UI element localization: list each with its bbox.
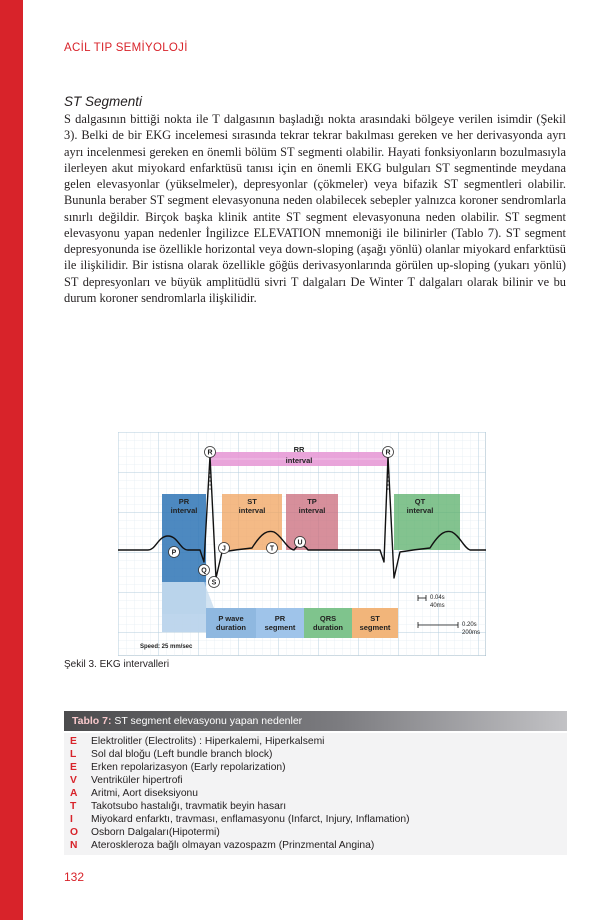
row-letter: E <box>70 762 77 773</box>
pr-segment-label-1: PR <box>274 614 286 623</box>
row-text: Aritmi, Aort diseksiyonu <box>91 788 199 799</box>
row-text: Osborn Dalgaları(Hipotermi) <box>91 827 220 838</box>
wave-j: J <box>222 545 226 553</box>
mnemonic-table <box>64 733 567 855</box>
qt-interval-box <box>394 494 460 550</box>
p-wave-label-1: P wave <box>218 614 244 623</box>
qt-interval-label-1: QT <box>414 497 426 506</box>
st-interval-label-2: interval <box>238 506 266 515</box>
row-letter: O <box>70 827 79 838</box>
page-edge-bar <box>0 0 23 920</box>
scale-big-1: 0.20s <box>462 622 477 628</box>
st-segment-label-2: segment <box>359 623 391 632</box>
table-title: ST segment elevasyonu yapan nedenler <box>114 715 303 727</box>
tp-interval-label-1: TP <box>307 497 317 506</box>
wave-u: U <box>297 539 303 547</box>
row-text: Erken repolarizasyon (Early repolarization) <box>91 762 286 773</box>
running-header: ACİL TIP SEMİYOLOJİ <box>64 42 188 54</box>
table-header <box>64 711 567 731</box>
row-letter: N <box>70 840 78 851</box>
wave-r2: R <box>385 449 391 457</box>
row-letter: E <box>70 736 77 747</box>
row-letter: V <box>70 775 77 786</box>
wave-r1: R <box>207 449 213 457</box>
wave-q: Q <box>201 567 207 575</box>
section-title: ST Segmenti <box>64 94 143 109</box>
row-letter: A <box>70 788 78 799</box>
wave-p: P <box>171 549 177 557</box>
page-number: 132 <box>64 870 85 884</box>
scale-small-1: 0.04s <box>430 595 445 601</box>
pr-interval-label-1: PR <box>178 497 190 506</box>
qt-interval-label-2: interval <box>406 506 434 515</box>
p-wave-label-2: duration <box>216 623 246 632</box>
wave-s: S <box>211 579 217 587</box>
row-text: Miyokard enfarktı, travması, enflamasyonu (Infarct, Injury, Inflamation) <box>91 814 410 825</box>
pr-interval-label-2: interval <box>170 506 198 515</box>
scale-big-2: 200ms <box>462 630 481 636</box>
row-text: Sol dal bloğu (Left bundle branch block) <box>91 749 273 760</box>
row-letter: I <box>70 814 73 825</box>
st-interval-label-1: ST <box>247 497 257 506</box>
qrs-duration-label-1: QRS <box>319 614 337 623</box>
st-segment-label-1: ST <box>370 614 380 623</box>
row-text: Ventriküler hipertrofi <box>91 775 183 786</box>
row-text: Ateroskleroza bağlı olmayan vazospazm (Prinzmental Angina) <box>91 840 375 851</box>
rr-label-1: RR <box>293 445 305 454</box>
table-label: Tablo 7: <box>72 715 112 727</box>
body-paragraph: S dalgasının bittiği nokta ile T dalgasının başladığı nokta arasındaki bölgeye verilen isimdir (Şekil 3). Belki de bir EKG incelemesi sırasında tekrar tekrar bakılması gereken ve her derivasyonda ayrı ayrı incelenmesi gereken en önemli bölüm ST segmenti olabilir. Hayati fonksiyonların bozulmasıyla ilerleyen akut miyokard enfarktüsü tanısı için en önemli EKG bulguları ST segmentinde meydana gelen elevasyonlar (yükselmeler), depresyonlar (çökmeler) veya bifazik ST segmentleri olabilir. Bununla beraber ST segment elevasyonuna neden olabilecek sebepler yalnızca koroner sendromlarla sınırlı değildir. Birçok başka klinik antite ST segment elevasyonuna neden olabilir. ST segment elevasyonu yapan nedenler İngilizce ELEVATION mnemoniği ile bilinirler (Tablo 7). ST segment depresyonunda ise özellikle horizontal veya down-sloping (aşağı yönlü) olanlar miyokard enfarktüsü ile ilişkilidir. Bir istisna olarak özellikle göğüs derivasyonlarında görülen up-sloping (yukarı yönlü) ST depresyonları ve büyük amplitüdlü sivri T dalgaları De Winter T dalgaları olarak bilinir ve bu durum koroner sendromlarla ilişkilidir. <box>64 112 566 305</box>
caption-text: EKG intervalleri <box>99 659 170 670</box>
row-letter: T <box>70 801 77 812</box>
pr-segment-label-2: segment <box>264 623 296 632</box>
row-text: Takotsubo hastalığı, travmatik beyin hasarı <box>91 801 287 812</box>
row-text: Elektrolitler (Electrolits) : Hiperkalemi, Hiperkalsemi <box>91 736 325 747</box>
row-letter: L <box>70 749 77 760</box>
wave-t: T <box>269 545 275 553</box>
caption-label: Şekil 3. <box>64 659 97 670</box>
scale-small-2: 40ms <box>430 603 445 609</box>
ekg-intervals-figure <box>118 432 486 656</box>
rr-label-2: interval <box>285 456 313 465</box>
qrs-duration-label-2: duration <box>313 623 343 632</box>
paper-speed: Speed: 25 mm/sec <box>140 644 193 650</box>
figure-caption <box>64 659 169 670</box>
tp-interval-label-2: interval <box>298 506 326 515</box>
